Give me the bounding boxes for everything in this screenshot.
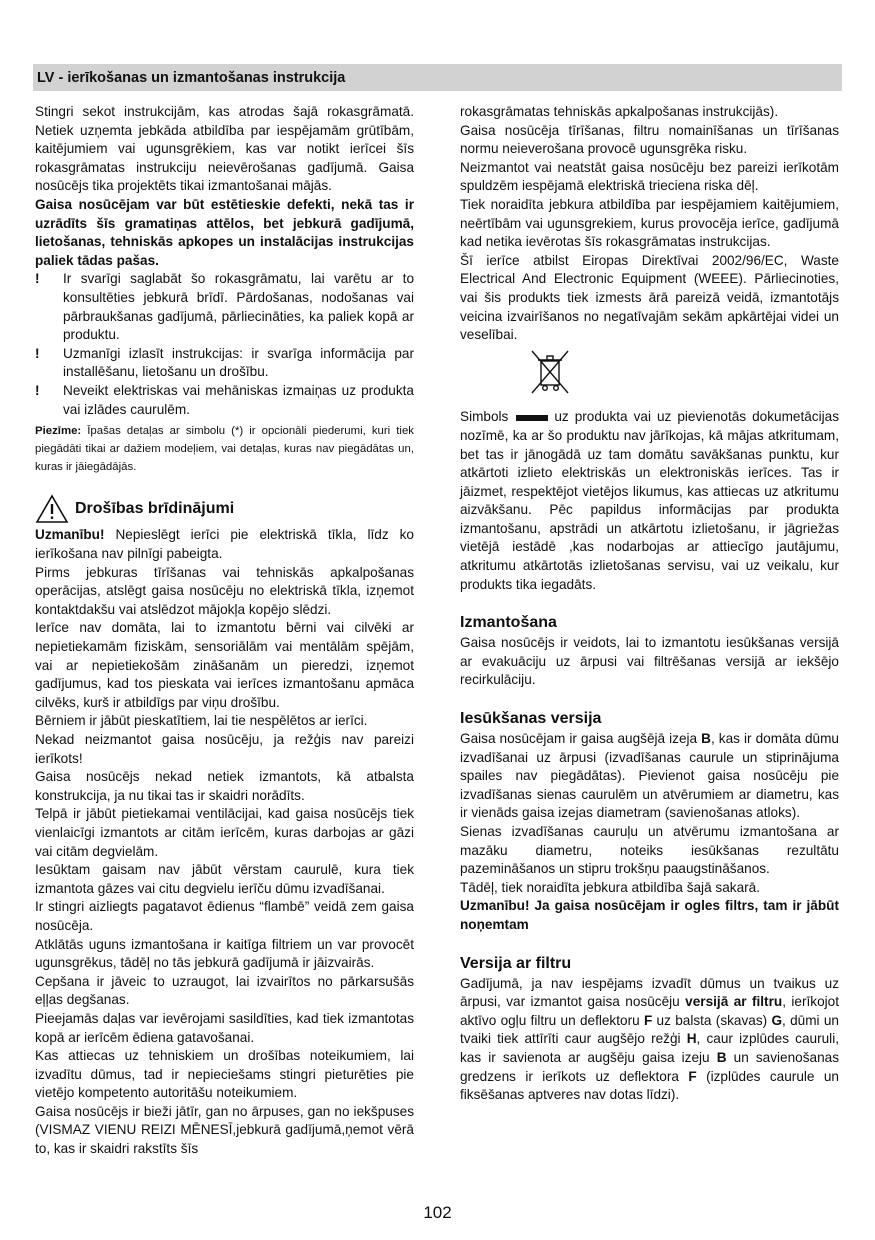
bullet-item (35, 382, 414, 419)
exclamation-icon: ! (35, 271, 40, 287)
filter-text: , caur izplūdes cauruli, kas ir savienota ar augšēju gaisa izeju (460, 1031, 839, 1065)
filter-text: , dūmi un tvaiki tiek attīrīti caur augšējo režģi (460, 1012, 839, 1047)
outlet-label: B (701, 731, 711, 747)
exclamation-icon: ! (35, 345, 40, 361)
filter-text: Gadījumā, ja nav iespējams izvadīt dūmus un tvaikus uz ārpusi, var izmantot gaisa nosūcēju (460, 975, 839, 1010)
paragraph: Tiek noraidīta jebkura atbildība par iespējamiem kaitējumiem, neērtībām vai ugunsgrekiem, kurus provocēja ierīce, gadījumā kad netika ievērotas šīs rokasgrāmatas instrukcijas. (460, 196, 839, 250)
paragraph: Neizmantot vai neatstāt gaisa nosūcēju bez pareizi ierīkotām spuldzēm iespējamā elektriskā trieciena riska dēļ. (460, 159, 839, 194)
weee-paragraph: Šī ierīce atbilst Eiropas Direktīvai 2002/96/EC, Waste Electrical And Electronic Equipment (WEEE). Pārliecinoties, vai šis produkts tiek izmests ārā pareizā veidā, izmantotājs veicina izvairīšanos no negatīvajām sekām apkārtējai videi un veselībai. (460, 252, 839, 343)
part-label: B (716, 1049, 727, 1065)
left-column (35, 103, 414, 1159)
safety-paragraph: Ir stingri aizliegts pagatavot ēdienus “flambē” veidā zem gaisa nosūcēja. (35, 899, 414, 933)
bold-notice: Gaisa nosūcējam var būt estētieskie defekti, nekā tas ir uzrādīts šīs gramatiņas attēlos, bet jebkurā gadījumā, lietošanas, tehniskās apkopes un instalācijas instrukcijas paliek tādas pašas. (35, 196, 414, 268)
safety-paragraph: Bērniem ir jābūt pieskatītiem, lai tie nespēlētos ar ierīci. (35, 713, 368, 729)
safety-title: Drošības brīdinājumi (75, 500, 235, 518)
filter-heading: Versija ar filtru (460, 954, 572, 972)
safety-paragraph: Telpā ir jābūt pietiekamai ventilācijai, kad gaisa nosūcējs tiek vienlaicīgi izmantots ar citām ierīcēm, kuras darbojas ar gāzi vai citām degvielām. (35, 806, 414, 859)
intro-paragraph: Stingri sekot instrukcijām, kas atrodas šajā rokasgrāmatā. Netiek uzņemta jebkāda atbildība par iespējamām grūtībām, kaitējumiem vai ugunsgrēkiem, kas var notikt ierīcei šīs rokasgrāmatas instrukciju neievērošanas gadījumā. Gaisa nosūcējs tika projektēts tikai izmantošanai mājās. (35, 104, 414, 194)
usage-paragraph: Gaisa nosūcējs ir veidots, lai to izmantotu iesūkšanas versijā ar evakuāciju uz ārpusi vai filtrēšanas versijā ar iekšējo recirkulāciju. (460, 635, 839, 688)
bullet-item (35, 270, 414, 344)
safety-paragraph: Atklātās uguns izmantošana ir kaitīga filtriem un var provocēt ugunsgrēkus, tādēļ no tās jebkurā gadījumā ir jāizvairās. (35, 936, 414, 971)
note-text: Īpašas detaļas ar simbolu (*) ir opcionāli piederumi, kuri tiek piegādāti tikai ar dažiem modeļiem, vai detaļas, kuras nav piegādātas un, kuras ir jāiegādājās. (35, 425, 414, 473)
section-header (33, 64, 842, 91)
paragraph: rokasgrāmatas tehniskās apkalpošanas instrukcijās). (460, 104, 779, 119)
safety-paragraph: Iesūktam gaisam nav jābūt vērstam caurulē, kura tiek izmantota gāzes vai citu degvielu ierīču dūmu izvadīšanai. (35, 862, 414, 896)
suction-paragraph (460, 730, 839, 823)
bullet-text: Uzmanīgi izlasīt instrukcijas: ir svarīga informācija par installēšanu, lietošanu un drošību. (63, 345, 414, 380)
warning-triangle-icon (35, 494, 69, 524)
section-title: LV - ierīkošanas un izmantošanas instrukcija (37, 70, 346, 86)
attention-text: Nepieslēgt ierīci pie elektriskā tīkla, līdz ko ierīkošana nav pilnīgi pabeigta. (35, 527, 414, 562)
suction-text: , kas ir domāta dūmu izvadīšanai uz ārpusi (izvadīšanas caurule un stiprinājuma spailes nav piegādātas). Pievienot gaisa nosūcēju pie izvadīšanas sienas caurulēm un atvērumiem ar diametru, kas ir vienāds gaisa izejas diametram (savienošanas atloks). (460, 731, 839, 821)
part-label: H (686, 1031, 697, 1047)
safety-heading (35, 494, 414, 524)
filter-paragraph (460, 975, 839, 1105)
symbol-paragraph (460, 408, 839, 594)
note-label: Piezīme: (35, 425, 82, 438)
filter-bold: versijā ar filtru (685, 994, 783, 1010)
suction-paragraph: Tādēļ, tiek noraidīta jebkura atbildība šajā sakarā. (460, 879, 760, 895)
suction-text: Gaisa nosūcējam ir gaisa augšējā izeja (460, 731, 702, 747)
safety-paragraph: Gaisa nosūcējs nekad netiek izmantots, kā atbalsta konstrukcija, ja nu tikai tas ir skaidri norādīts. (35, 769, 414, 803)
attention-label: Uzmanību! (35, 527, 105, 543)
black-bar-icon (516, 415, 548, 421)
crossed-out-bin-icon (528, 349, 572, 395)
bullet-text: Neveikt elektriskas vai mehāniskas izmaiņas uz produkta vai izlādes caurulēm. (63, 382, 414, 417)
filter-text: un savienošanas gredzens ir ierīkots uz deflektora (460, 1049, 839, 1084)
safety-paragraph: Gaisa nosūcējs ir bieži jātīr, gan no ārpuses, gan no iekšpuses (VISMAZ VIENU REIZI MĒNESĪ,jebkurā gadījumā,ņemot vērā to, kas ir skaidri rakstīts šīs (35, 1103, 414, 1157)
symbol-text: uz produkta vai uz pievienotās dokumetācijas nozīmē, ka ar šo produktu nav jārīkojas, kā mājas atkritumam, bet tas ir jānogādā uz tam domātu savākšanas punktu, kur atkārtoti izlieto elektriskās un elektroniskās ierīces. Tas ir jāizmet, respektējot vietējos likumus, kas attiecas uz atkritumu aizvākšanu. Pēc papildus informācijas par produkta izmantošanu, apstrādi un atkārtotu izlietošanu, ir jāgriežas vietējā iestādē ,kas nodarbojas ar attiecīgo jautājumu, atkritumu atkārtotās izlietošanas servisu, vai uz veikalu, kur produkts tika iegadāts. (460, 409, 839, 592)
usage-heading: Izmantošana (460, 614, 557, 632)
safety-paragraph: Nekad neizmantot gaisa nosūcēju, ja režģis nav pareizi ierīkots! (35, 732, 414, 766)
filter-text: uz balsta (skavas) (652, 1012, 772, 1028)
note-paragraph (35, 423, 414, 476)
suction-warning: Uzmanību! Ja gaisa nosūcējam ir ogles filtrs, tam ir jābūt noņemtam (460, 898, 839, 932)
safety-paragraph: Cepšana ir jāveic to uzraugot, lai izvairītos no pārkarsušās eļļas degšanas. (35, 973, 414, 1008)
part-label: F (688, 1068, 697, 1084)
part-label: F (643, 1012, 653, 1028)
filter-text: (izplūdes caurule un fiksēšanas aptveres nav dotas līdzi). (460, 1068, 839, 1103)
symbol-prefix: Simbols (460, 409, 509, 425)
bullet-item (35, 345, 414, 382)
suction-paragraph: Sienas izvadīšanas cauruļu un atvērumu izmantošana ar mazāku diametru, noteiks iesūkšanas rezultātu pazemināšanos un stipru trokšņu paaugstināšanos. (460, 824, 839, 877)
right-column (460, 103, 839, 1105)
attention-paragraph (35, 526, 414, 563)
filter-text: , ierīkojot aktīvo ogļu filtru un deflektoru (460, 994, 839, 1028)
safety-paragraph: Ierīce nav domāta, lai to izmantotu bērni vai cilvēki ar nepietiekamām fiziskām, sensoriālām vai mentālām spējām, vai ar nepietiekošām zināšanām un pieredzi, izņemot gadījumus, kad tos pieskata vai ierīces izmantošanu apmāca cilvēks, kurš ir atbildīgs par viņu drošību. (35, 620, 414, 710)
safety-paragraph: Pieejamās daļas var ievērojami sasildīties, kad tiek izmantotas kopā ar ierīcēm ēdiena gatavošanai. (35, 1010, 414, 1045)
paragraph: Gaisa nosūcēja tīrīšanas, filtru nomainīšanas un tīrīšanas normu neieverošana provocē ugunsgrēka risku. (460, 122, 839, 157)
page-number: 102 (423, 1203, 452, 1222)
safety-paragraph: Kas attiecas uz tehniskiem un drošības noteikumiem, lai izvadītu dūmus, tad ir nepieciešams stingri pieturēties pie vietējo kompetento autoritāšu noteikumiem. (35, 1048, 414, 1101)
suction-heading: Iesūkšanas versija (460, 710, 602, 728)
exclamation-icon: ! (35, 382, 40, 398)
safety-paragraph: Pirms jebkuras tīrīšanas vai tehniskās apkalpošanas operācijas, atslēgt gaisa nosūcēju no elektriskā tīkla, izņemot kontaktdakšu vai atslēdzot mājokļa kopējo slēdzi. (35, 564, 414, 617)
bullet-text: Ir svarīgi saglabāt šo rokasgrāmatu, lai varētu ar to konsultēties jebkurā brīdī. Pārdošanas, nodošanas vai pārbraukšanas gadījumā, pārliecināties, ka paliek kopā ar produktu. (63, 271, 414, 343)
part-label: G (771, 1012, 783, 1028)
